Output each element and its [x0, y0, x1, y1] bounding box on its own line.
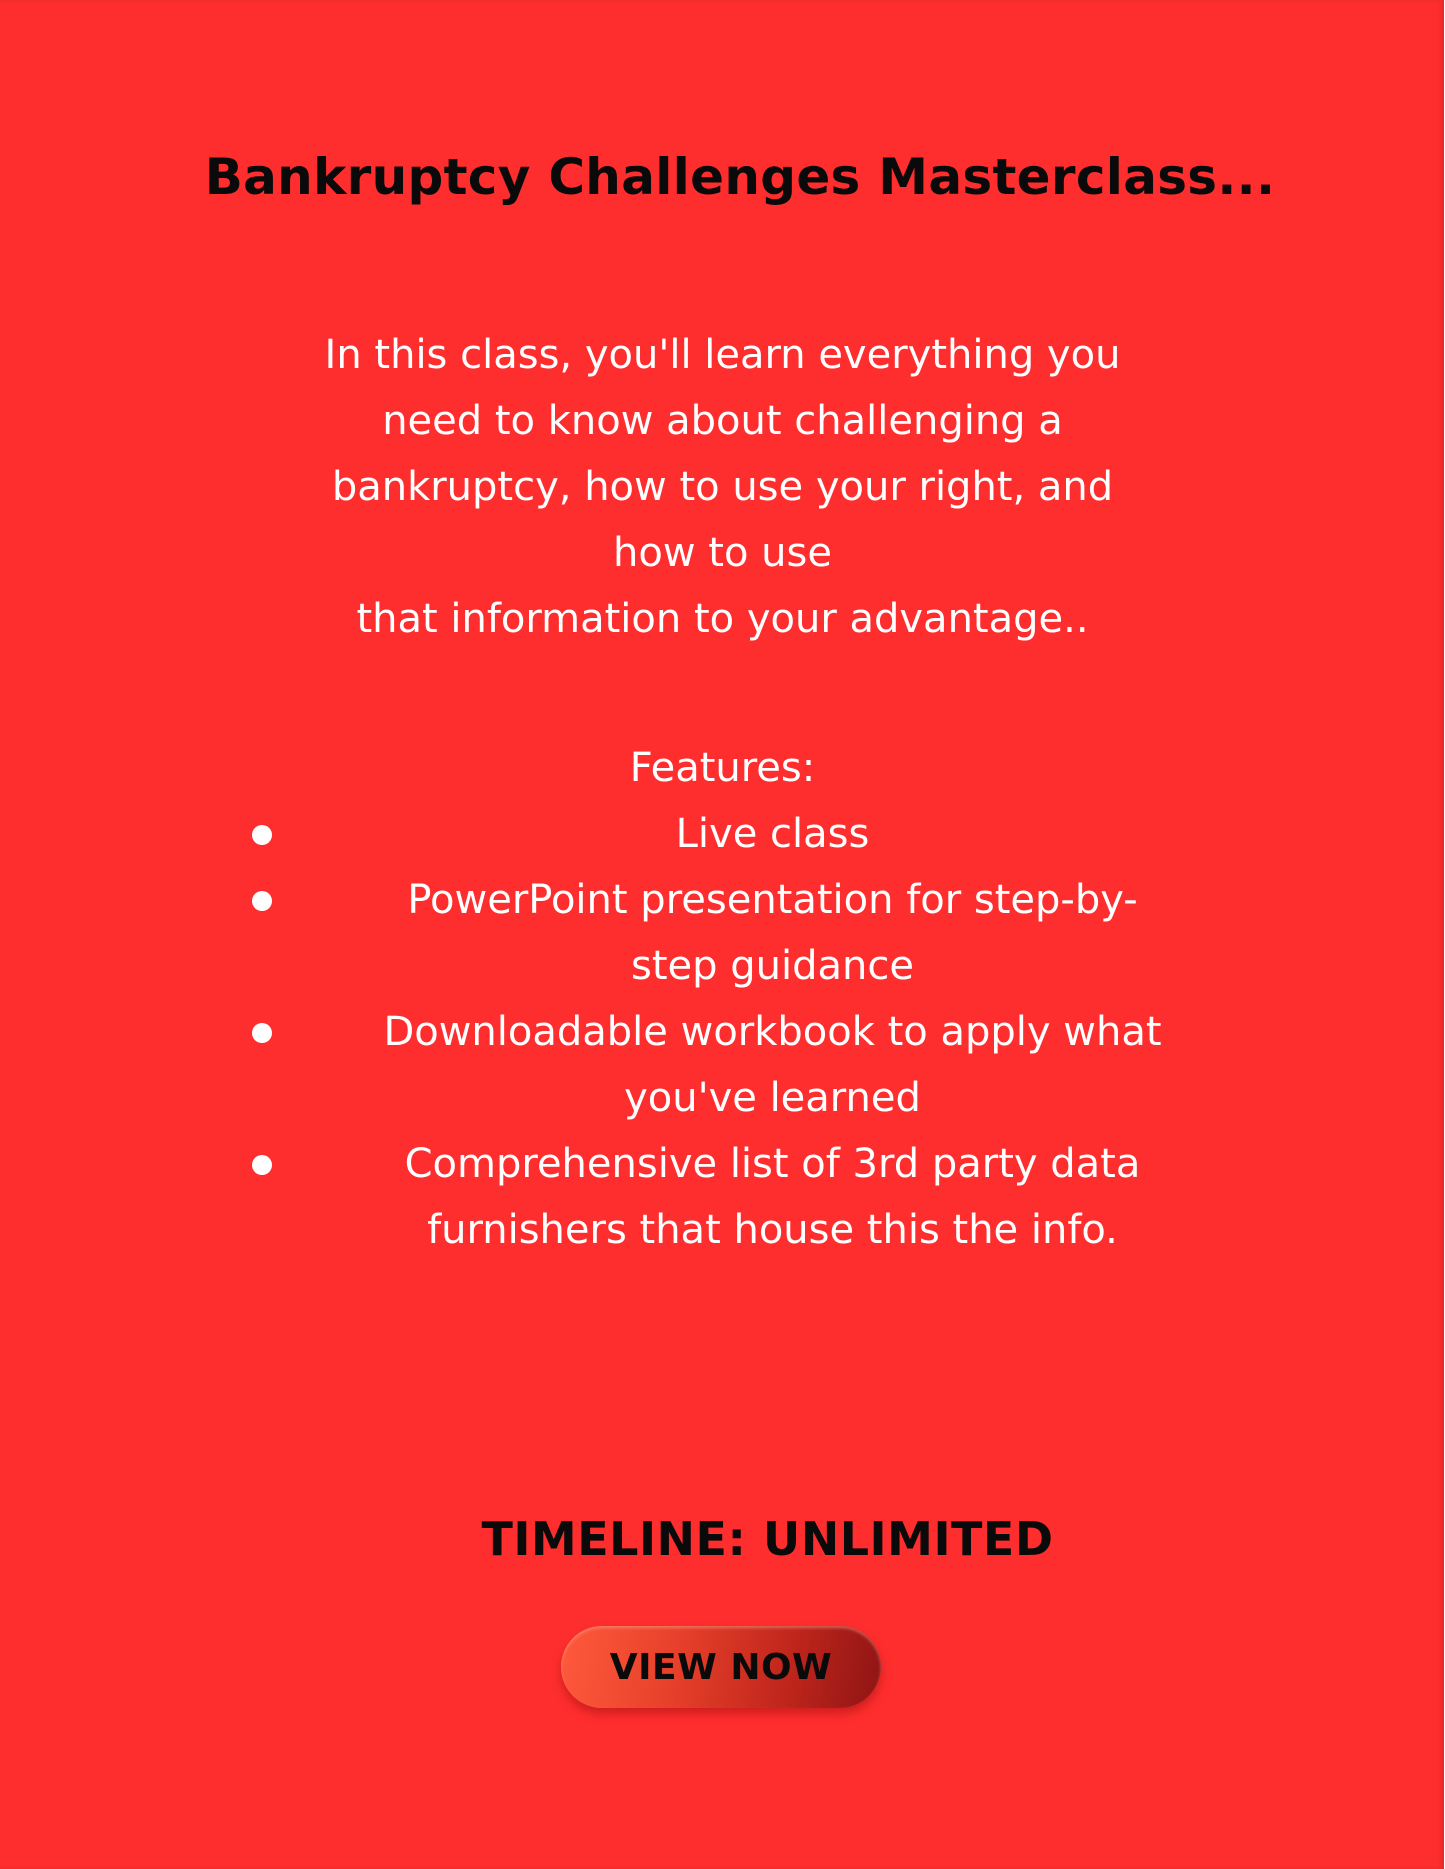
features-heading: Features:: [629, 745, 816, 791]
feature-line: you've learned: [624, 1075, 921, 1121]
feature-line: furnishers that house this the info.: [427, 1207, 1118, 1253]
bullet-icon: [252, 1155, 272, 1175]
feature-line: PowerPoint presentation for step-by-: [407, 877, 1138, 923]
description-line: that information to your advantage..: [356, 596, 1089, 642]
features-list: [240, 801, 1240, 1263]
bullet-icon: [252, 825, 272, 845]
feature-line: Comprehensive list of 3rd party data: [404, 1141, 1141, 1187]
course-title: Bankruptcy Challenges Masterclass...: [204, 148, 1276, 206]
feature-item-live-class: [240, 801, 1240, 867]
view-now-button[interactable]: VIEW NOW: [561, 1626, 881, 1708]
bullet-icon: [252, 1023, 272, 1043]
feature-line: Downloadable workbook to apply what: [383, 1009, 1162, 1055]
description-line: need to know about challenging a: [382, 398, 1063, 444]
feature-line: Live class: [675, 811, 870, 857]
timeline-label: TIMELINE: UNLIMITED: [481, 1512, 1054, 1566]
feature-line: step guidance: [631, 943, 914, 989]
description-line: In this class, you'll learn everything you: [324, 332, 1121, 378]
bullet-icon: [252, 891, 272, 911]
feature-item-data-furnishers: [240, 1131, 1240, 1263]
description-line: how to use: [613, 530, 832, 576]
course-description: [250, 322, 1195, 652]
description-line: bankruptcy, how to use your right, and: [331, 464, 1114, 510]
feature-item-workbook: [240, 999, 1240, 1131]
feature-item-powerpoint: [240, 867, 1240, 999]
